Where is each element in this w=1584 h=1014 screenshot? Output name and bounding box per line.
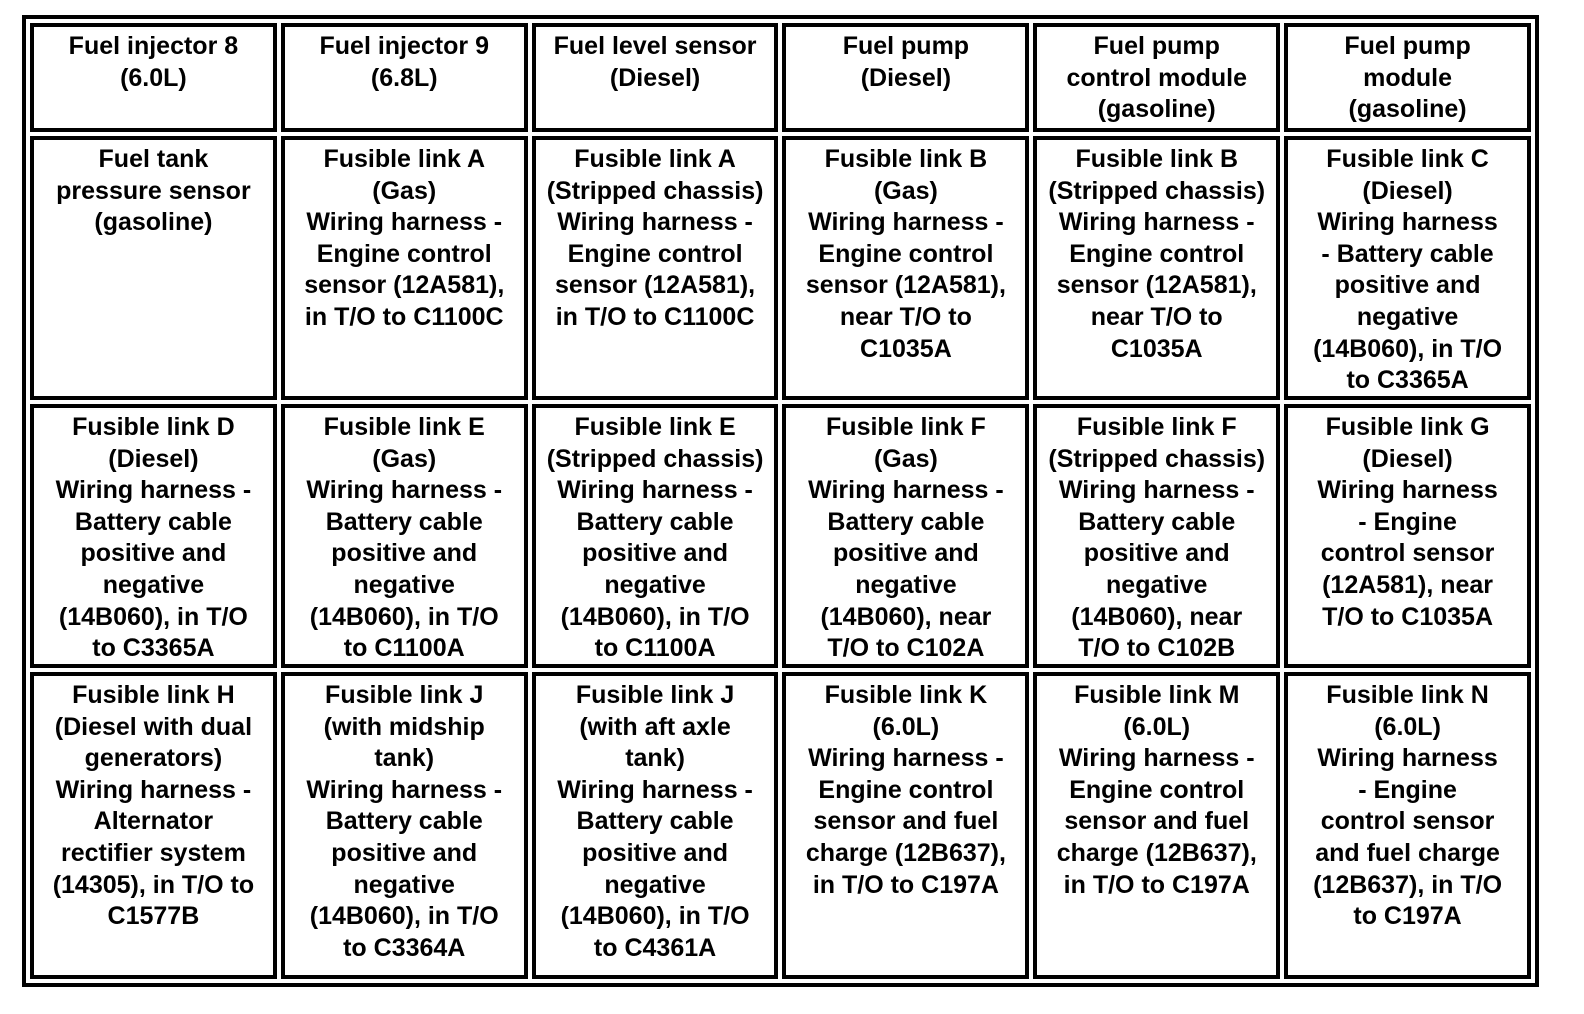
table-cell (532, 672, 779, 979)
cell-text: Fuel pump module (gasoline) (1344, 32, 1471, 124)
table-cell (30, 404, 277, 668)
table-cell (532, 23, 779, 132)
cell-text: Fusible link F (Stripped chassis) Wiring harness - Battery cable positive and negative (14B060), near T/O to C102B (1048, 413, 1266, 663)
table-cell (1033, 136, 1280, 400)
cell-text: Fusible link G (Diesel) Wiring harness - Engine control sensor (12A581), near T/O to C1035A (1317, 413, 1498, 631)
table-cell (782, 672, 1029, 979)
cell-text: Fusible link J (with aft axle tank) Wiring harness - Battery cable positive and negative (14B060), in T/O to C4361A (557, 681, 753, 962)
table-cell (281, 136, 528, 400)
cell-text: Fusible link N (6.0L) Wiring harness - Engine control sensor and fuel charge (12B637), in T/O to C197A (1313, 681, 1503, 931)
table-cell (1284, 672, 1531, 979)
table-cell (281, 672, 528, 979)
cell-text: Fusible link B (Stripped chassis) Wiring harness - Engine control sensor (12A581), near T/O to C1035A (1048, 145, 1266, 363)
cell-text: Fusible link B (Gas) Wiring harness - Engine control sensor (12A581), near T/O to C1035A (805, 145, 1006, 363)
cell-text: Fusible link F (Gas) Wiring harness - Battery cable positive and negative (14B060), near T/O to C102A (808, 413, 1004, 663)
cell-text: Fusible link A (Stripped chassis) Wiring harness - Engine control sensor (12A581), in T/O to C1100C (546, 145, 764, 331)
table-cell (782, 404, 1029, 668)
cell-text: Fusible link D (Diesel) Wiring harness - Battery cable positive and negative (14B060), in T/O to C3365A (55, 413, 252, 663)
table-cell (1284, 23, 1531, 132)
table-cell (1033, 672, 1280, 979)
table-cell (1284, 136, 1531, 400)
cell-text: Fuel tank pressure sensor (gasoline) (56, 145, 251, 237)
table-cell (1033, 23, 1280, 132)
cell-text: Fuel pump (Diesel) (842, 32, 970, 92)
cell-text: Fuel injector 9 (6.8L) (319, 32, 489, 92)
cell-text: Fusible link E (Gas) Wiring harness - Battery cable positive and negative (14B060), in T/O to C1100A (306, 413, 503, 663)
cell-text: Fuel pump control module (gasoline) (1066, 32, 1248, 124)
table-cell (532, 404, 779, 668)
table-cell (1284, 404, 1531, 668)
table-cell (782, 136, 1029, 400)
table-cell (782, 23, 1029, 132)
component-location-table (22, 15, 1539, 987)
table-cell (532, 136, 779, 400)
cell-text: Fusible link J (with midship tank) Wiring harness - Battery cable positive and negative (14B060), in T/O to C3364A (306, 681, 503, 962)
cell-text: Fusible link M (6.0L) Wiring harness - Engine control sensor and fuel charge (12B637), in T/O to C197A (1056, 681, 1257, 899)
cell-text: Fuel level sensor (Diesel) (553, 32, 757, 92)
cell-text: Fusible link H (Diesel with dual generators) Wiring harness - Alternator rectifier system (14305), in T/O to C1577B (52, 681, 255, 931)
cell-text: Fusible link A (Gas) Wiring harness - Engine control sensor (12A581), in T/O to C1100C (304, 145, 505, 331)
table-cell (281, 404, 528, 668)
table-cell (281, 23, 528, 132)
table-cell (30, 672, 277, 979)
table-cell (1033, 404, 1280, 668)
table-cell (30, 136, 277, 400)
cell-text: Fusible link E (Stripped chassis) Wiring harness - Battery cable positive and negative (14B060), in T/O to C1100A (546, 413, 764, 663)
table-cell (30, 23, 277, 132)
cell-text: Fuel injector 8 (6.0L) (68, 32, 239, 92)
cell-text: Fusible link C (Diesel) Wiring harness - Battery cable positive and negative (14B060), in T/O to C3365A (1313, 145, 1503, 395)
cell-text: Fusible link K (6.0L) Wiring harness - Engine control sensor and fuel charge (12B637), in T/O to C197A (805, 681, 1006, 899)
